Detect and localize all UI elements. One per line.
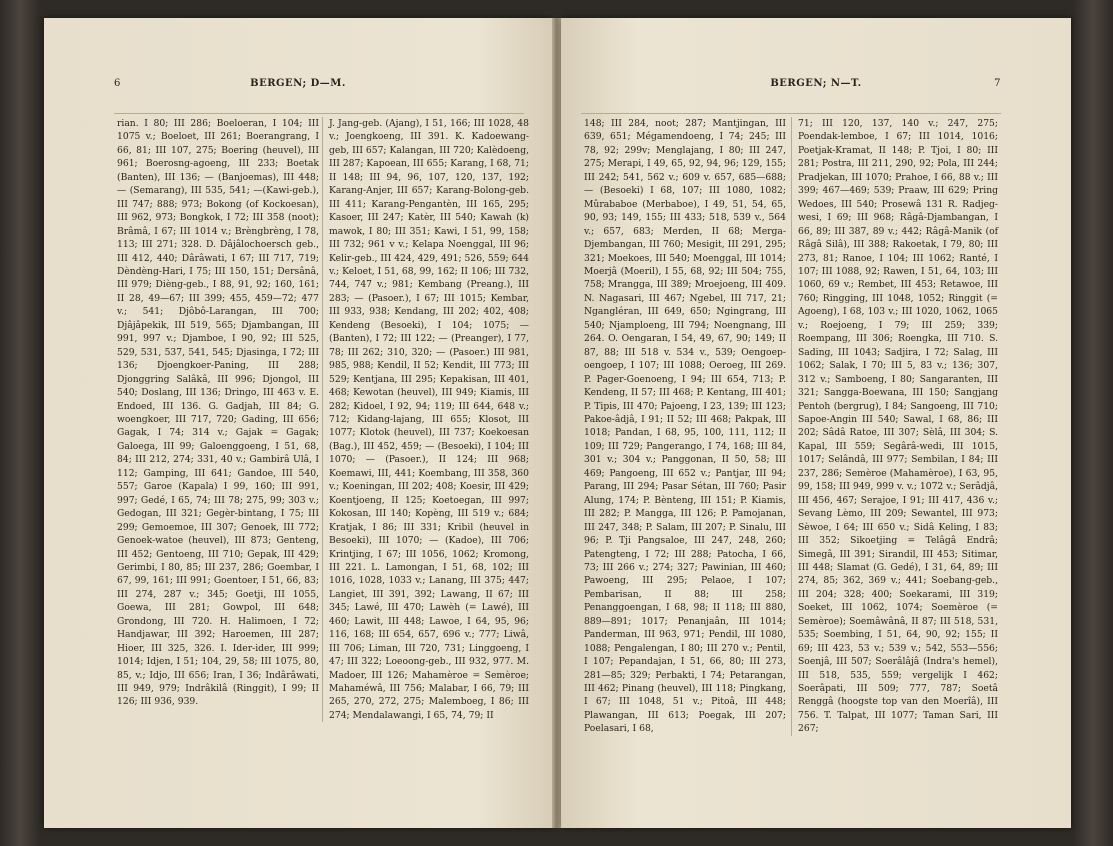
left-column-2-text: J. Jang-geb. (Ajang), I 51, 166; III 1028, 48 v.; Joengkoeng, III 391. K. Kadoewang-geb, III 657; Kalangan, III 720; Kalèdoeng, III 287; Kapoean, III 655; Karang, I 68, 71; II 148; III 94, 96, 107, 120, 137, 192; Karang-Anjer, III 657; Karang-Bolong-geb. III 411; Karang-Pengantèn, III 165, 295; Kasoer, III 247; Katèr, III 540; Kawah (k) mawok, I 80; III 351; Kawi, I 51, 99, 158; III 732; 961 v v.; Kelapa Noenggal, III 96; Kelir-geb., III 424, 429, 491; 526, 559; 644 v.; Keloet, I 51, 68, 99, 162; II 106; III 732, 744, 747 v.; 981; Kembang (Preang.), III 283; — (Pasoer.), I 67; III 1015; Kembar, III 933, 938; Kendang, III 202; 402, 408; Kendeng (Besoeki), I 104; 1075; — (Banten), I 72; III 122; — (Preanger), I 77, 78; III 262; 310, 320; — (Pasoer.) III 981, 985, 988; Kendil, II 52; Kendit, III 773; III 529; Kentjana, III 295; Kepakisan, III 401, 468; Kewotan (heuvel), III 949; Kiamis, III 282; Kidoel, I 92, 94; 119; III 644, 648 v.; 712; Kidang-lajang, III 655; Klosot, III 1077; Klotok (heuvel), III 737; Koekoesan (Bag.), III 452, 459; — (Besoeki), I 104; III 1070; — (Pasoer.), II 124; III 968; Koemawi, III, 441; Koembang, III 358, 360 v.; Koeningan, III 202; 408; Koesir, III 429; Koentjoeng, II 125; Koetoegan, III 997; Kokosan, III 140; Kopèng, III 519 v.; 684; Kratjak, I 86; III 331; Kribil (heuvel in Besoeki), III 1070; — (Kadoe), III 706; Krintjing, I 67; III 1056, 1062; Kromong, III 221. L. Lamongan, I 51, 68, 102; III 1016, 1028, 1033 v.; Lanang, III 375; 447; Langiet, III 391, 392; Lawang, II 67; III 345; Lawé, III 470; Lawèh (= Lawé), III 460; Lawit, III 448; Lawoe, I 64, 95, 96; 116, 168; III 654, 657, 696 v.; 777; Liwâ, III 706; Liman, III 720, 731; Linggoeng, I 47; III 322; Loeoong-geb., III 932, 977. M. Madoer, III 126; Mahamèroe = Semèroe; Mahaméwâ, III 756; Malabar, I 66, 79; III 265, 270, 272, 275; Malemboeg, I 86; III 274; Mendalawangi, I 65, 74, 79; II bbox=[329, 118, 529, 721]
book-gutter bbox=[552, 18, 561, 828]
right-column-2 bbox=[791, 117, 998, 736]
right-column-1-text: 148; III 284, noot; 287; Mantjingan, III 639, 651; Mégamendoeng, I 74; 245; III 78, 92; 299v; Menglajang, I 80; III 247, 275; Merapi, I 49, 65, 92, 94, 96; 129, 155; III 242; 541, 562 v.; 609 v. 657, 685—688; — (Besoeki) I 68, 107; III 1080, 1082; Mûrababoe (Merbaboe), I 49, 51, 54, 65, 90, 93; 149, 155; III 433; 518, 539 v., 564 v.; 657, 683; Merden, II 68; Merga-Djembangan, III 760; Mesigit, III 291, 295; 321; Moekoes, III 540; Moenggal, III 1014; Moerjâ (Moeril), I 55, 68, 92; III 504; 755, 758; Mrangga, III 389; Mroejoeng, III 409. N. Nagasari, III 467; Ngebel, III 717, 21; Ngangléran, III 649, 650; Ngingrang, III 540; Njamploeng, III 794; Noengnang, III 264. O. Oengaran, I 54, 49, 67, 90; 149; II 87, 88; III 518 v. 534 v., 539; Oengoep-oengoep, I 107; III 1088; Oeroeg, III 269. P. Pager-Goenoeng, I 94; III 654, 713; P. Kendeng, II 57; III 468; P. Kentang, III 401; P. Tipis, III 470; Pajoeng, I 23, 139; III 123; Pakoe-âdjâ, I 91; II 52; III 468; Pakpak, III 1018; Pandan, I 68, 95, 100, 111, 112; II 109; III 729; Pangerango, I 74, 168; III 84, 301 v.; 304 v.; Panggonan, II 50, 58; III 469; Pangoeng, III 652 v.; Pantjar, III 94; Parang, III 294; Pasar Sétan, III 760; Pasir Alung, 174; P. Bènteng, III 151; P. Kiamis, III 282; P. Mangga, III 126; P. Pamojanan, III 247, 348; P. Salam, III 207; P. Sinalu, III 96; P. Tji Pangsaloe, III 247, 248, 260; Patengteng, I 72; III 288; Patocha, I 66, 73; III 266 v.; 274; 327; Pawinian, III 460; Pawoeng, III 295; Pelaoe, I 107; Pembarisan, II 88; III 258; Penanggoengan, I 68, 98; II 118; III 880, 889—891; 1017; Penanjaân, III 1014; Panderman, III 963, 971; Pendil, III 1080, 1088; Pengalengan, I 80; III 270 v.; Pentil, I 107; Pepandajan, I 51, 66, 80; III 273, 281—85; 329; Perbakti, I 74; Petarangan, III 462; Pinang (heuvel), III 118; Pingkang, I 67; III 1048, 51 v.; Pitoâ, III 448; Plawangan, III 613; Poegak, III 207; Poelasari, I 68, bbox=[584, 118, 786, 735]
left-column-1-text: rian. I 80; III 286; Boeloeran, I 104; III 1075 v.; Boeloet, III 261; Boerangrang, I 66, 81; III 107, 275; Boering (heuvel), III 961; Boerosng-agoeng, III 233; Boetak (Banten), III 136; — (Banjoemas), III 448; — (Semarang), III 535, 541; —(Kawi-geb.), III 747; 888; 973; Bokong (of Kockoesan), III 962, 973; Bongkok, I 72; III 358 (noot); Brâmâ, I 67; III 1014 v.; Brèngbrèng, I 78, 113; III 271; 328. D. Dâjâlochoersch geb., III 412, 440; Dârâwati, I 67; III 717, 719; Dèndèng-Hari, I 75; III 150, 151; Dersânâ, III 979; Dièng-geb., I 88, 91, 92; 160, 161; II 28, 49—67; III 399; 455, 459—72; 477 v.; 541; Djôbô-Larangan, III 700; Djâjâpekik, III 519, 565; Djambangan, III 991, 997 v.; Djamboe, I 90, 92; III 525, 529, 531, 537, 541, 545; Djasinga, I 72; III 136; Djoengkoer-Paning, III 288; Djonggring Salâkâ, III 996; Djongol, III 540; Doslang, III 136; Dringo, III 463 v. E. Endoed, III 136. G. Gadjah, III 84; G. woengkoer, III 717, 720; Gading, III 656; Gagak, I 74; 314 v.; Gajak = Gagak; Galoega, III 99; Galoenggoeng, I 51, 68, 84; III 212, 274; 331, 40 v.; Gambirâ Ulâ, I 112; Gamping, III 641; Gandoe, III 540, 557; Garoe (Kapala) I 99, 160; III 991, 997; Gedé, I 65, 74; III 78; 275, 99; 303 v.; Gedogan, III 321; Gegèr-bintang, I 75; III 299; Gemoemoe, III 307; Genoek, III 772; Genoek-watoe (heuvel), III 873; Genteng, III 452; Gentoeng, III 710; Gepak, III 429; Gerimbi, I 80, 85; III 237, 286; Goembar, I 67, 99, 161; III 991; Goentoer, I 51, 66, 83; III 274, 287 v.; 345; Goetji, III 1055, Goewa, III 281; Gowpol, III 648; Grondong, III 720. H. Halimoen, I 72; Handjawar, III 392; Haroemen, III 287; Hioer, III 325, 326. I. Ider-ider, III 999; 1014; Idjen, I 51; 104, 29, 58; III 1075, 80, 85, v.; Idjo, III 656; Iran, I 36; Indârâwati, III 949, 979; Indrâkilâ (Ringgit), I 99; II 126; III 936, 939. bbox=[117, 118, 319, 708]
left-page-number: 6 bbox=[114, 78, 121, 89]
right-page bbox=[561, 18, 1071, 828]
left-running-title: BERGEN; D—M. bbox=[250, 78, 346, 89]
left-page bbox=[44, 18, 552, 828]
left-column-1 bbox=[117, 117, 319, 709]
right-page-header bbox=[561, 78, 1071, 98]
left-column-2 bbox=[322, 117, 529, 722]
left-page-header bbox=[44, 78, 552, 98]
right-page-number: 7 bbox=[994, 78, 1001, 89]
left-header-rule bbox=[114, 113, 524, 114]
right-column-2-text: 71; III 120, 137, 140 v.; 247, 275; Poendak-lemboe, I 67; III 1014, 1016; Poetjak-Kramat, II 148; P. Tjoi, I 80; III 281; Postra, III 211, 290, 92; Pola, III 244; Pradjekan, III 1070; Prahoe, I 66, 88 v.; III 399; 467—469; 539; Praaw, III 629; Pring Wedoes, III 540; Prosewâ 131 R. Radjeg-wesi, I 69; III 968; Râgâ-Djambangan, I 66, 89; III 387, 89 v.; 442; Râgâ-Manik (of Râgâ Silâ), III 388; Rakoetak, I 79, 80; III 273, 81; Ranoe, I 104; III 1062; Ranté, I 107; III 1088, 92; Rawen, I 51, 64, 103; III 1060, 69 v.; Rembet, III 453; Retawoe, III 760; Ringging, III 1048, 1052; Ringgit (= Agoeng), I 68, 103 v.; III 1020, 1062, 1065 v.; Roejoeng, I 79; III 259; 339; Roempang, III 306; Roengka, III 710. S. Sading, III 1043; Sadjira, I 72; Salag, III 1062; Salak, I 70; III 5, 83 v.; 136; 307, 312 v.; Samboeng, I 80; Sangaranten, III 321; Sangga-Boewana, III 150; Sangjang Pentoh (bergrug), I 84; Sangoeng, III 710; Sapoe-Angin III 540; Sawal, I 68, 86; III 202; Sâdâ Ratoe, III 307; Sèlâ, III 304; S. Kapal, III 559; Segârâ-wedi, III 1015, 1017; Selândâ, III 977; Sembilan, I 84; III 237, 286; Semèroe (Mahamèroe), I 63, 95, 99, 158; III 949, 999 v. v.; 1072 v.; Serâdjâ, III 456, 467; Serajoe, I 91; III 417, 436 v.; Sevang Lèmo, III 209; Sewantel, III 973; Sèwoe, I 64; III 650 v.; Sidâ Keling, I 83; III 352; Sikoetjing = Telâgâ Endrâ; Simegâ, III 391; Sirandil, III 453; Sitimar, III 448; Slamat (G. Gedé), I 31, 64, 89; III 274, 85; 362, 369 v.; 441; Soebang-geb., III 204; 328; 400; Soekarami, III 319; Soeket, III 1062, 1074; Soemèroe (= Semèroe); Soemâwânâ, II 87; III 518, 531, 535; Soembing, I 51, 64, 90, 92; 155; II 69; III 423, 53 v.; 539 v.; 542, 553—556; Soenjâ, III 507; Soerâlâjâ (Indra's hemel), III 518, 535, 559; vergelijk I 462; Soerâpati, III 509; 777, 787; Soetâ Renggâ (hoogste top van den Moerîâ), III 756. T. Talpat, III 1077; Taman Sari, III 267; bbox=[798, 118, 998, 735]
right-column-1 bbox=[584, 117, 786, 736]
right-running-title: BERGEN; N—T. bbox=[770, 78, 862, 89]
right-header-rule bbox=[581, 113, 1001, 114]
